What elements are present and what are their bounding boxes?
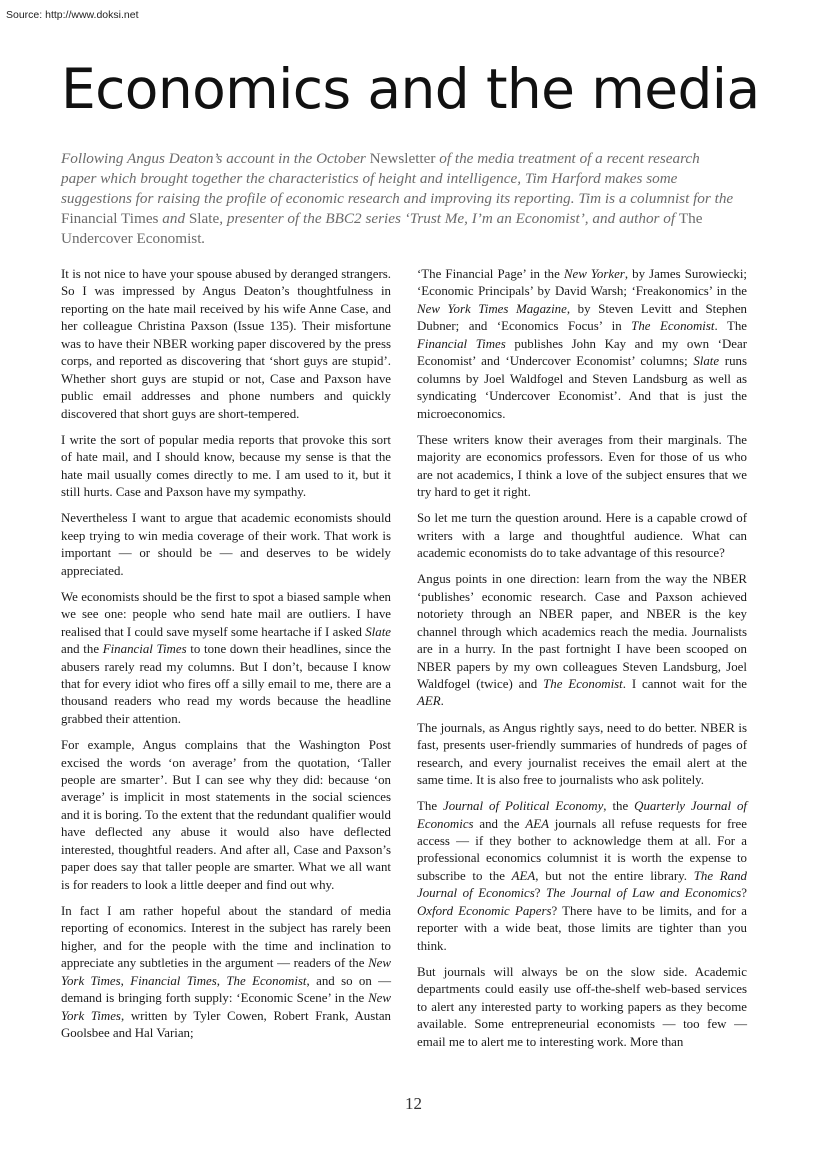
right-column (417, 266, 747, 1060)
paragraph: It is not nice to have your spouse abused by deranged strangers. So I was impressed by Angus Deaton’s thoughtfulness in reporting on the hate mail received by his wife Anne Case, and her colleague Christina Paxson (Issue 135). Their misfortune was to have their NBER working paper discovered by the press corps, and reported as discovering that ‘short guys are stupid’. Whether short guys are stupid or not, Case and Paxson have public email addresses and phone numbers and quickly discovered that short guys are short-tempered. (61, 267, 391, 421)
paragraph: We economists should be the first to spot a biased sample when we see one: people who send hate mail are outliers. I have realised that I could save myself some heartache if I asked Slate and the Financial Times to tone down their headlines, since the abusers rarely read my columns. But I don’t, because I know that for every idiot who fires off a silly email to me, there are a thousand readers who read my words because the headline grabbed their attention. (61, 589, 391, 726)
paragraph: So let me turn the question around. Here is a capable crowd of writers with a large and thoughtful audience. What can academic economists do to take advantage of this resource? (417, 511, 747, 561)
paragraph: For example, Angus complains that the Washington Post excised the words ‘on average’ from the quotation, ‘Taller people are smarter’. But I can see why they did: because ‘on average’ is implicit in most statements in the social sciences and it is boring. To the extent that the redundant qualifier would have deflected any abuse it would also have deflected interested, thoughtful readers. And after all, Case and Paxson’s paper does say that taller people are smarter. What we all want is for readers to look a little deeper and find out why. (61, 738, 391, 892)
source-url: Source: http://www.doksi.net (6, 9, 139, 21)
paragraph: The Journal of Political Economy, the Quarterly Journal of Economics and the AEA journals all refuse requests for free access — if they bother to acknowledge them at all. For a professional economics columnist it is worth the expense to subscribe to the AEA, but not the entire library. The Rand Journal of Economics? The Journal of Law and Economics? Oxford Economic Papers? There have to be limits, and for a reporter with a wide beat, those limits are tighter than you think. (417, 799, 748, 953)
paragraph: But journals will always be on the slow side. Academic departments could easily use off-the-shelf web-based services to alert any interested party to working papers as they become available. Some entrepreneurial economists — too few — email me to alert me to interesting work. More than (417, 964, 747, 1049)
paragraph: In fact I am rather hopeful about the standard of media reporting of economics. Interest in the subject has rarely been higher, and for the people with the time and inclination to appreciate any subtleties in the argument — readers of the New York Times, Financial Times, The Economist, and so on — demand is bringing forth supply: ‘Economic Scene’ in the New York Times, written by Tyler Cowen, Robert Frank, Austan Goolsbee and Hal Varian; (61, 903, 392, 1041)
paragraph: I write the sort of popular media reports that provoke this sort of hate mail, and I should know, because my sense is that the hate mail usually comes directly to me. I am used to it, but it still hurts. Case and Paxson have my sympathy. (61, 432, 391, 500)
paragraph: The journals, as Angus rightly says, need to do better. NBER is fast, presents user-friendly summaries of hundreds of pages of research, and every journalist receives the email alert at the same time. It is also free to journalists who ask politely. (417, 720, 747, 787)
article-title: Economics and the media (61, 57, 760, 121)
left-column (61, 266, 391, 1051)
paragraph: Angus points in one direction: learn from the way the NBER ‘publishes’ economic research. Case and Paxson achieved notoriety through an NBER paper, and NBER is the key channel through which academics reach the media. Journalists are in a hurry. In the past fortnight I have been scooped on NBER papers by my own colleagues Steven Landsburg, Joel Waldfogel (twice) and The Economist. I cannot wait for the AER. (417, 572, 747, 709)
paragraph: ‘The Financial Page’ in the New Yorker, by James Surowiecki; ‘Economic Principals’ by David Warsh; ‘Freakonomics’ in the New York Times Magazine, by Steven Levitt and Stephen Dubner; and ‘Economics Focus’ in The Economist. The Financial Times publishes John Kay and my own ‘Dear Economist’ and ‘Undercover Economist’ columns; Slate runs columns by Joel Waldfogel and Steven Landsburg as well as syndicating ‘Undercover Economist’. And that is just the microeconomics. (417, 267, 747, 421)
paragraph: These writers know their averages from their marginals. The majority are economics professors. Even for those of us who are not academics, I think a love of the subject ensures that we try hard to get it right. (417, 432, 747, 500)
paragraph: Nevertheless I want to argue that academic economists should keep trying to win media coverage of their work. That work is important — or should be — and deserves to be widely appreciated. (61, 511, 391, 578)
page-number: 12 (405, 1094, 422, 1113)
standfirst: Following Angus Deaton’s account in the October Newsletter of the media treatment of a recent research paper which brought together the characteristics of height and intelligence, Tim Harford makes some suggestions for raising the profile of economic research and improving its reporting. Tim is a columnist for the Financial Times and Slate, presenter of the BBC2 series ‘Trust Me, I’m an Economist’, and author of The Undercover Economist. (61, 150, 734, 247)
